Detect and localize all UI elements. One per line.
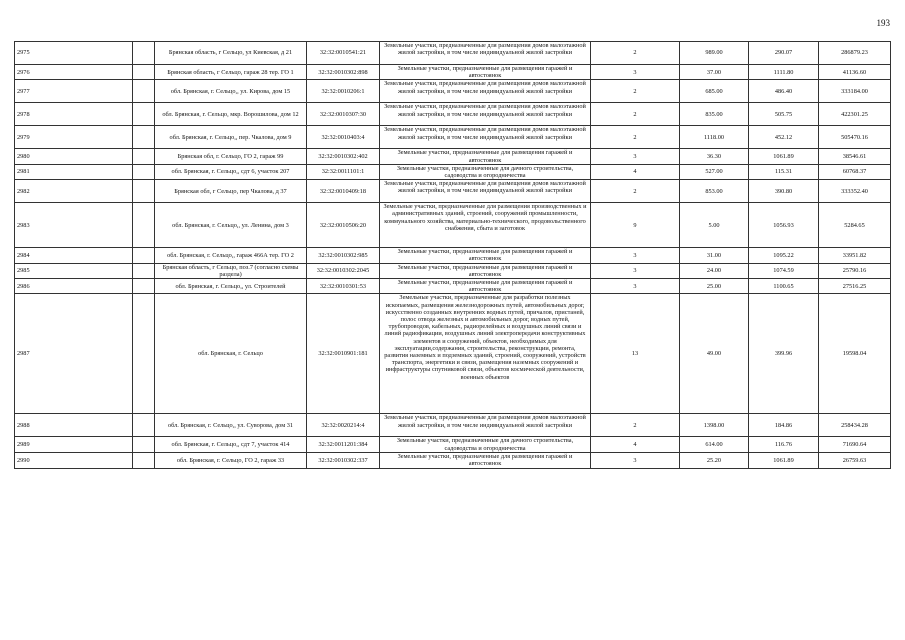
group-cell: 2 (591, 103, 680, 126)
table-row (15, 263, 891, 278)
table-row (15, 103, 891, 126)
land-use-cell: Земельные участки, предназначенные для размещения домов малоэтажной жилой застройки, в том числе индивидуальной жилой застройки (380, 180, 591, 203)
row-number-cell: 2987 (15, 294, 133, 414)
group-cell: 9 (591, 203, 680, 248)
land-use-cell: Земельные участки, предназначенные для размещения производственных и административных зданий, строений, сооружений промышленности, коммунального хозяйства, материально-технического, продовольственного снабжения, сбыта и заготовок (380, 203, 591, 248)
group-cell: 2 (591, 126, 680, 149)
address-cell: Брянская область, г Сельцо, гараж 28 тер. ГО 1 (155, 65, 307, 80)
cadastral-value-cell: 38546.61 (819, 149, 891, 164)
row-number-cell: 2989 (15, 437, 133, 452)
row-number-cell: 2983 (15, 203, 133, 248)
area-cell: 853.00 (680, 180, 749, 203)
land-use-cell: Земельные участки, предназначенные для размещения домов малоэтажной жилой застройки, в том числе индивидуальной жилой застройки (380, 414, 591, 437)
cadastral-value-cell: 286879.23 (819, 42, 891, 65)
empty-cell (133, 180, 155, 203)
address-cell: обл. Брянская, г. Сельцо,, сдт 6, участок 207 (155, 164, 307, 179)
cadastral-number-cell: 32:32:0010307:30 (307, 103, 380, 126)
area-cell: 614.00 (680, 437, 749, 452)
cadastral-number-cell: 32:32:0010302:898 (307, 65, 380, 80)
land-use-cell: Земельные участки, предназначенные для размещения гаражей и автостоянок (380, 279, 591, 294)
row-number-cell: 2984 (15, 248, 133, 263)
empty-cell (133, 149, 155, 164)
land-use-cell: Земельные участки, предназначенные для размещения гаражей и автостоянок (380, 263, 591, 278)
land-use-cell: Земельные участки, предназначенные для размещения гаражей и автостоянок (380, 452, 591, 468)
table-row (15, 203, 891, 248)
area-cell: 25.00 (680, 279, 749, 294)
address-cell: обл. Брянская, г. Сельцо, мкр. Ворошилова, дом 12 (155, 103, 307, 126)
empty-cell (133, 65, 155, 80)
cadastral-value-cell: 26759.63 (819, 452, 891, 468)
row-number-cell: 2977 (15, 80, 133, 103)
cadastral-number-cell: 32:32:0010409:18 (307, 180, 380, 203)
area-cell: 31.00 (680, 248, 749, 263)
cadastral-value-cell: 41136.60 (819, 65, 891, 80)
group-cell: 3 (591, 279, 680, 294)
area-cell: 527.00 (680, 164, 749, 179)
table-row (15, 248, 891, 263)
land-use-cell: Земельные участки, предназначенные для разработки полезных ископаемых, размещения железнодорожных путей, автомобильных дорог, искусственно созданных внутренних водных путей, причалов, пристаней, полос отвода железных и автомобильных дорог, водных путей, трубопроводов, кабельных, радиорелейных и воздушных линий связи и линий радиофикации, воздушных линий электропередачи конструктивных элементов и сооружений, объектов, необходимых для эксплуатации,содержания, строительства, реконструкции, ремонта, развития наземных и подземных зданий, строений, сооружений, устройств транспорта, энергетики и связи, размещения наземных сооружений и инфраструктуры спутниковой связи, объектов космической деятельности, военных объектов (380, 294, 591, 414)
empty-cell (133, 294, 155, 414)
table-row (15, 80, 891, 103)
cadastral-number-cell: 32:32:0010302:402 (307, 149, 380, 164)
cadastral-number-cell: 32:32:0010403:4 (307, 126, 380, 149)
address-cell: обл. Брянская, г. Сельцо (155, 294, 307, 414)
row-number-cell: 2986 (15, 279, 133, 294)
cadastral-value-cell: 333184.00 (819, 80, 891, 103)
address-cell: Брянская область, г Сельцо, поз.7 (согласно схемы раздела) (155, 263, 307, 278)
cadastral-number-cell: 32:32:0010541:21 (307, 42, 380, 65)
row-number-cell: 2975 (15, 42, 133, 65)
empty-cell (133, 164, 155, 179)
cadastral-number-cell: 32:32:0010301:53 (307, 279, 380, 294)
rate-cell: 184.86 (749, 414, 819, 437)
area-cell: 835.00 (680, 103, 749, 126)
registry-table (14, 41, 891, 469)
land-use-cell: Земельные участки, предназначенные для размещения домов малоэтажной жилой застройки, в том числе индивидуальной жилой застройки (380, 42, 591, 65)
land-use-cell: Земельные участки, предназначенные для размещения гаражей и автостоянок (380, 248, 591, 263)
rate-cell: 1100.65 (749, 279, 819, 294)
table-row (15, 42, 891, 65)
group-cell: 2 (591, 414, 680, 437)
area-cell: 24.00 (680, 263, 749, 278)
address-cell: обл. Брянская, г. Сельцо,, пер. Чкалова, дом 9 (155, 126, 307, 149)
address-cell: Брянская область, г Сельцо, ул Киевская, д 21 (155, 42, 307, 65)
cadastral-number-cell: 32:32:0010302:985 (307, 248, 380, 263)
row-number-cell: 2985 (15, 263, 133, 278)
land-use-cell: Земельные участки, предназначенные для размещения гаражей и автостоянок (380, 149, 591, 164)
rate-cell: 1061.89 (749, 149, 819, 164)
rate-cell: 1056.93 (749, 203, 819, 248)
empty-cell (133, 203, 155, 248)
rate-cell: 1111.80 (749, 65, 819, 80)
group-cell: 3 (591, 263, 680, 278)
group-cell: 3 (591, 149, 680, 164)
cadastral-value-cell: 25790.16 (819, 263, 891, 278)
empty-cell (133, 263, 155, 278)
empty-cell (133, 126, 155, 149)
row-number-cell: 2988 (15, 414, 133, 437)
empty-cell (133, 414, 155, 437)
row-number-cell: 2976 (15, 65, 133, 80)
group-cell: 2 (591, 80, 680, 103)
rate-cell: 452.12 (749, 126, 819, 149)
land-use-cell: Земельные участки, предназначенные для размещения домов малоэтажной жилой застройки, в том числе индивидуальной жилой застройки (380, 103, 591, 126)
table-row (15, 279, 891, 294)
table-row (15, 437, 891, 452)
area-cell: 37.00 (680, 65, 749, 80)
cadastral-number-cell: 32:32:0010206:1 (307, 80, 380, 103)
land-use-cell: Земельные участки, предназначенные для размещения домов малоэтажной жилой застройки, в том числе индивидуальной жилой застройки (380, 126, 591, 149)
rate-cell: 1061.89 (749, 452, 819, 468)
page-number: 193 (876, 18, 890, 28)
address-cell: Брянская обл, г. Сельцо, ГО 2, гараж 99 (155, 149, 307, 164)
area-cell: 989.00 (680, 42, 749, 65)
cadastral-value-cell: 19598.04 (819, 294, 891, 414)
group-cell: 13 (591, 294, 680, 414)
area-cell: 25.20 (680, 452, 749, 468)
area-cell: 5.00 (680, 203, 749, 248)
cadastral-number-cell: 32:32:0010506:20 (307, 203, 380, 248)
table-row (15, 180, 891, 203)
area-cell: 685.00 (680, 80, 749, 103)
group-cell: 4 (591, 164, 680, 179)
land-use-cell: Земельные участки, предназначенные для размещения гаражей и автостоянок (380, 65, 591, 80)
empty-cell (133, 248, 155, 263)
table-body (15, 42, 891, 469)
rate-cell: 1095.22 (749, 248, 819, 263)
table-row (15, 149, 891, 164)
cadastral-value-cell: 33951.82 (819, 248, 891, 263)
empty-cell (133, 80, 155, 103)
empty-cell (133, 437, 155, 452)
table-row (15, 164, 891, 179)
cadastral-value-cell: 27516.25 (819, 279, 891, 294)
empty-cell (133, 103, 155, 126)
cadastral-number-cell: 32:32:0010302:2045 (307, 263, 380, 278)
empty-cell (133, 279, 155, 294)
cadastral-number-cell: 32:32:0011201:384 (307, 437, 380, 452)
address-cell: обл. Брянская, г. Сельцо, ГО 2, гараж 33 (155, 452, 307, 468)
cadastral-number-cell: 32:32:0011101:1 (307, 164, 380, 179)
group-cell: 3 (591, 65, 680, 80)
cadastral-value-cell: 258434.28 (819, 414, 891, 437)
cadastral-number-cell: 32:32:0010302:337 (307, 452, 380, 468)
row-number-cell: 2979 (15, 126, 133, 149)
rate-cell: 115.31 (749, 164, 819, 179)
area-cell: 1118.00 (680, 126, 749, 149)
address-cell: обл. Брянская, г. Сельцо,, гараж 466А тер. ГО 2 (155, 248, 307, 263)
land-use-cell: Земельные участки, предназначенные для размещения домов малоэтажной жилой застройки, в том числе индивидуальной жилой застройки (380, 80, 591, 103)
cadastral-number-cell: 32:32:0010901:181 (307, 294, 380, 414)
cadastral-value-cell: 60768.37 (819, 164, 891, 179)
group-cell: 2 (591, 180, 680, 203)
cadastral-value-cell: 5284.65 (819, 203, 891, 248)
table-row (15, 294, 891, 414)
land-use-cell: Земельные участки, предназначенные для дачного строительства, садоводства и огородничества (380, 164, 591, 179)
address-cell: обл. Брянская, г. Сельцо,, ул. Кирова, дом 15 (155, 80, 307, 103)
address-cell: обл. Брянская, г. Сельцо,, ул. Ленина, дом 3 (155, 203, 307, 248)
address-cell: обл. Брянская, г. Сельцо,, ул. Суворова, дом 31 (155, 414, 307, 437)
cadastral-value-cell: 505470.16 (819, 126, 891, 149)
cadastral-value-cell: 422301.25 (819, 103, 891, 126)
land-use-cell: Земельные участки, предназначенные для дачного строительства, садоводства и огородничества (380, 437, 591, 452)
cadastral-value-cell: 71690.64 (819, 437, 891, 452)
cadastral-number-cell: 32:32:0020214:4 (307, 414, 380, 437)
area-cell: 36.30 (680, 149, 749, 164)
group-cell: 3 (591, 452, 680, 468)
empty-cell (133, 42, 155, 65)
row-number-cell: 2980 (15, 149, 133, 164)
rate-cell: 116.76 (749, 437, 819, 452)
row-number-cell: 2978 (15, 103, 133, 126)
row-number-cell: 2990 (15, 452, 133, 468)
address-cell: Брянская обл, г Сельцо, пер Чкалова, д 37 (155, 180, 307, 203)
area-cell: 1398.00 (680, 414, 749, 437)
rate-cell: 1074.59 (749, 263, 819, 278)
area-cell: 49.00 (680, 294, 749, 414)
table-row (15, 126, 891, 149)
rate-cell: 399.96 (749, 294, 819, 414)
empty-cell (133, 452, 155, 468)
cadastral-value-cell: 333352.40 (819, 180, 891, 203)
table-row (15, 452, 891, 468)
rate-cell: 505.75 (749, 103, 819, 126)
rate-cell: 390.80 (749, 180, 819, 203)
address-cell: обл. Брянская, г. Сельцо,, ул. Строителей (155, 279, 307, 294)
group-cell: 2 (591, 42, 680, 65)
group-cell: 3 (591, 248, 680, 263)
row-number-cell: 2981 (15, 164, 133, 179)
group-cell: 4 (591, 437, 680, 452)
table-row (15, 414, 891, 437)
rate-cell: 486.40 (749, 80, 819, 103)
row-number-cell: 2982 (15, 180, 133, 203)
address-cell: обл. Брянская, г. Сельцо,, сдт 7, участок 414 (155, 437, 307, 452)
rate-cell: 290.07 (749, 42, 819, 65)
table-row (15, 65, 891, 80)
